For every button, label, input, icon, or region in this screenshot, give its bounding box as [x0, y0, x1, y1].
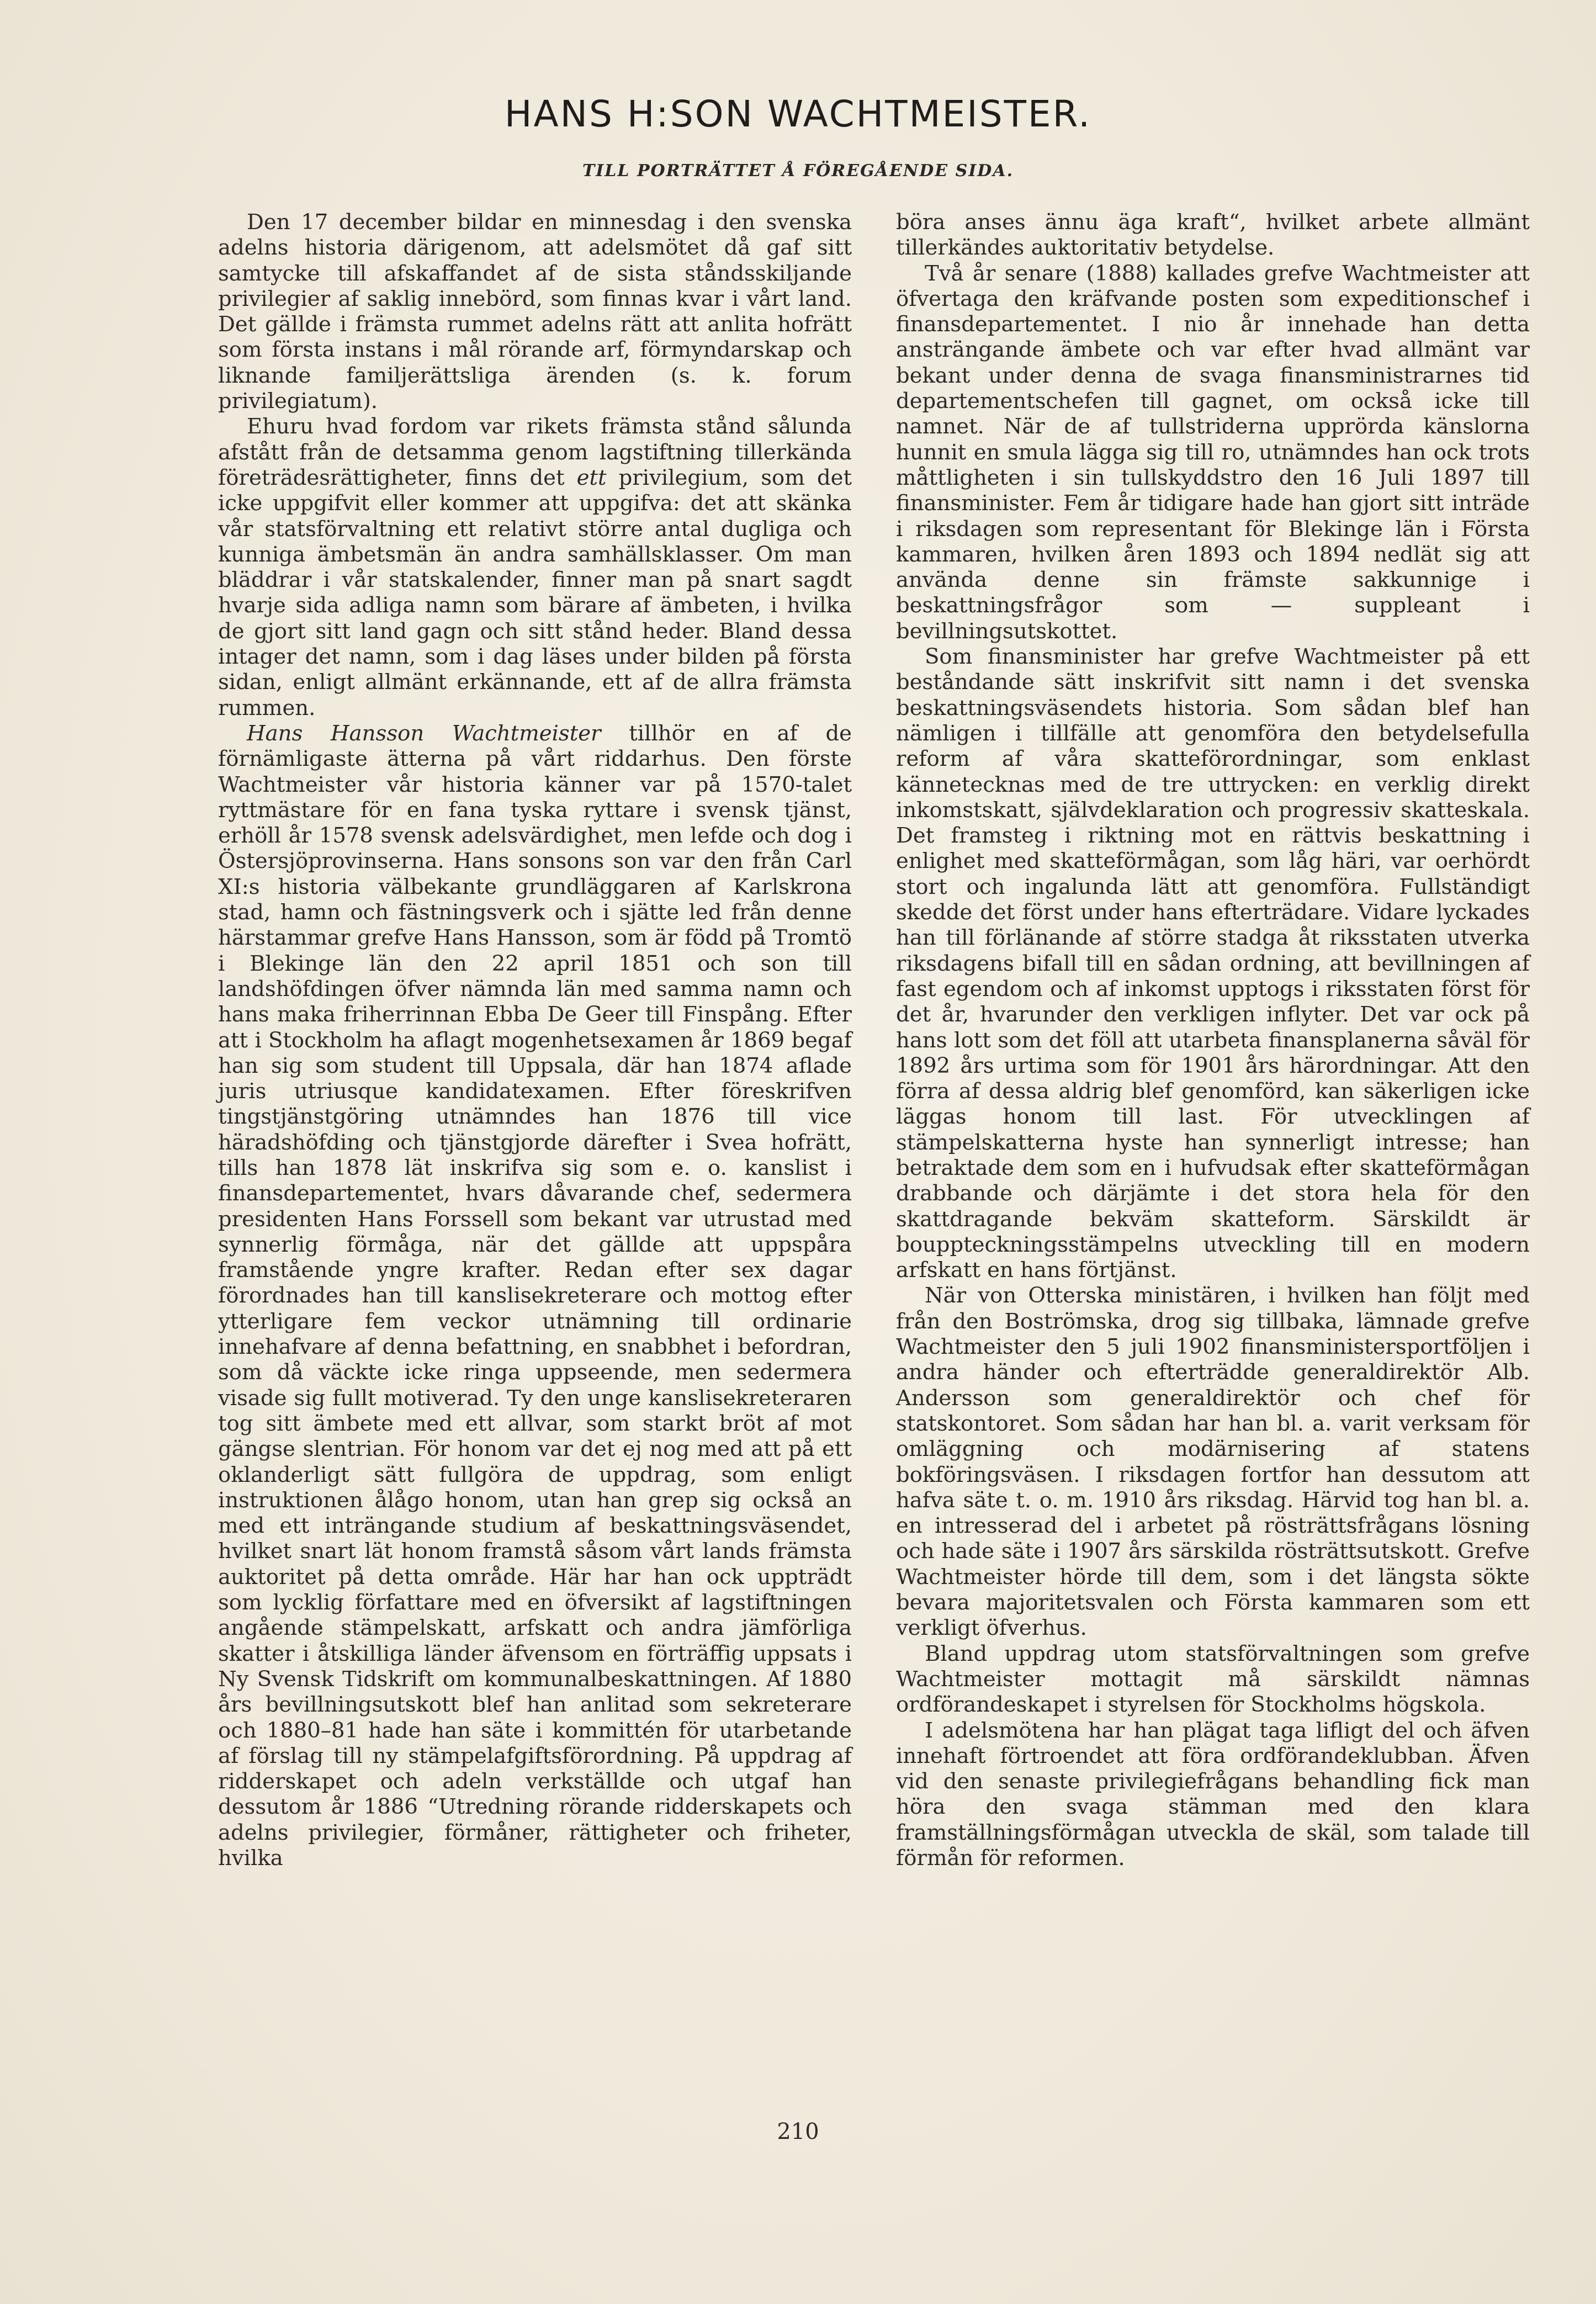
emphasis-text: ett [576, 465, 607, 490]
paragraph: Som finansminister har grefve Wachtmeister på ett beståndande sätt inskrifvit sitt namn i det svenska beskattningsväsendets historia. Som sådan blef han nämligen i tillfälle att genomföra den betydelsefulla reform af våra skatteförordningar, som enklast kännetecknas med de tre uttrycken: en verklig direkt inkomstskatt, självdeklaration och progressiv skatteskala. Det framsteg i riktning mot en rättvis beskattning i enlighet med skatteförmågan, som låg häri, var oerhördt stort och ingalunda lätt att genomföra. Fullständigt skedde det först under hans efterträdare. Vidare lyckades han till förlänande af större stadga åt riksstaten utverka riksdagens bifall till en sådan ordning, att bevillningen af fast egendom och af inkomst upptogs i riksstaten först för det år, hvarunder den verkligen inflyter. Det var ock på hans lott som det föll att utarbeta finansplanerna såväl för 1892 års urtima som för 1901 års härordningar. Att den förra af dessa aldrig blef genomförd, kan säkerligen icke läggas honom till last. För utvecklingen af stämpelskatterna hyste han synnerligt intresse; han betraktade dem som en i hufvudsak efter skatteförmågan drabbande och därjämte i det stora hela för den skattdragande bekväm skatteform. Särskildt är bouppteckningsstämpelns utveckling till en modern arfskatt en hans förtjänst. [896, 644, 1530, 1283]
paragraph-text: privilegium, som det icke uppgifvit eller kommer att uppgifva: det att skänka vår statsförvaltning ett relativt större antal dugliga och kunniga ämbetsmän än andra samhällsklasser. Om man bläddrar i vår statskalender, finner man på snart sagdt hvarje sida adliga namn som bärare af ämbeten, i hvilka de gjort sitt land gagn och sitt stånd heder. Bland dessa intager det namn, som i dag läses under bilden på första sidan, enligt allmänt erkännande, ett af de allra främsta rummen. [218, 465, 852, 721]
paragraph: Två år senare (1888) kallades grefve Wachtmeister att öfvertaga den kräfvande posten som expeditionschef i finansdepartementet. I nio år innehade han detta ansträngande ämbete och var efter hvad allmänt var bekant under denna de svaga finansministrarnes tid departementschefen till gagnet, om också icke till namnet. När de af tullstriderna upprörda känslorna hunnit en smula lägga sig till ro, utnämndes han ock trots måttligheten i sin tullskyddstro den 16 Juli 1897 till finansminister. Fem år tidigare hade han gjort sitt inträde i riksdagen som representant för Blekinge län i Första kammaren, hvilken åren 1893 och 1894 nedlät sig att använda denne sin främste sakkunnige i beskattningsfrågor som — suppleant i bevillningsutskottet. [896, 261, 1530, 644]
article-title: HANS H:SON WACHTMEISTER. [504, 93, 1092, 135]
right-column [896, 210, 1530, 1871]
paragraph: I adelsmötena har han plägat taga lifligt del och äfven innehaft förtroendet att föra ordförandeklubban. Äfven vid den senaste privilegiefrågans behandling fick man höra den svaga stämman med den klara framställningsförmågan utveckla de skäl, som talade till förmån för reformen. [896, 1718, 1530, 1871]
paragraph: Bland uppdrag utom statsförvaltningen som grefve Wachtmeister mottagit må särskildt nämnas ordförandeskapet i styrelsen för Stockholms högskola. [896, 1641, 1530, 1718]
emphasis-name: Hans Hansson Wachtmeister [247, 721, 601, 746]
article-subtitle: TILL PORTRÄTTET Å FÖREGÅENDE SIDA. [582, 161, 1014, 181]
paragraph-text: tillhör en af de förnämligaste ätterna på vårt riddarhus. Den förste Wachtmeister vår historia känner var på 1570-talet ryttmästare för en fana tyska ryttare i svensk tjänst, erhöll år 1578 svensk adelsvärdighet, men lefde och dog i Östersjöprovinserna. Hans sonsons son var den från Carl XI:s historia välbekante grundläggaren af Karlskrona stad, hamn och fästningsverk och i sjätte led från denne härstammar grefve Hans Hansson, som är född på Tromtö i Blekinge län den 22 april 1851 och son till landshöfdingen öfver nämnda län med samma namn och hans maka friherrinnan Ebba De Geer till Finspång. Efter att i Stockholm ha aflagt mogenhetsexamen år 1869 begaf han sig som student till Uppsala, där han 1874 aflade juris utriusque kandidatexamen. Efter föreskrifven tingstjänstgöring utnämndes han 1876 till vice häradshöfding och tjänstgjorde därefter i Svea hofrätt, tills han 1878 lät inskrifva sig som e. o. kanslist i finansdepartementet, hvars dåvarande chef, sedermera presidenten Hans Forssell som bekant var utrustad med synnerlig förmåga, när det gällde att uppspåra framstående yngre krafter. Redan efter sex dagar förordnades han till kanslisekreterare och mottog efter ytterligare fem veckor utnämning till ordinarie innehafvare af denna befattning, en snabbhet i befordran, som då väckte icke ringa uppseende, men sedermera visade sig fullt motiverad. Ty den unge kanslisekreteraren tog sitt ämbete med ett allvar, som starkt bröt af mot gängse slentrian. För honom var det ej nog med att på ett oklanderligt sätt fullgöra de uppdrag, som enligt instruktionen ålågo honom, utan han grep sig också an med ett inträngande studium af beskattningsväsendet, hvilket snart lät honom framstå såsom vårt lands främsta auktoritet på detta område. Här har han ock uppträdt som lycklig författare med en öfversikt af lagstiftningen angående stämpelskatt, arfskatt och andra jämförliga skatter i åtskilliga länder äfvensom en förträffig uppsats i Ny Svensk Tidskrift om kommunalbeskattningen. Af 1880 års bevillningsutskott blef han anlitad som sekreterare och 1880–81 hade han säte i kommittén för utarbetande af förslag till ny stämpelafgiftsförordning. På uppdrag af ridderskapet och adeln verkställde och utgaf han dessutom år 1886 “Utredning rörande ridderskapets och adelns privilegier, förmåner, rättigheter och friheter, hvilka [218, 721, 852, 1871]
paragraph [218, 721, 852, 1871]
paragraph-text: Ehuru hvad fordom var rikets främsta stånd sålunda afstått från de detsamma genom lagstiftning tillerkända företrädesrättigheter, finns det [218, 414, 852, 490]
paragraph: Den 17 december bildar en minnesdag i den svenska adelns historia därigenom, att adelsmötet då gaf sitt samtycke till afskaffandet af de sista ståndsskiljande privilegier af saklig innebörd, som finnas kvar i vårt land. Det gällde i främsta rummet adelns rätt att anlita hofrätt som första instans i mål rörande arf, förmyndarskap och liknande familjerättsliga ärenden (s. k. forum privilegiatum). [218, 210, 852, 414]
paragraph: När von Otterska ministären, i hvilken han följt med från den Boströmska, drog sig tillbaka, lämnade grefve Wachtmeister den 5 juli 1902 finansministersportföljen i andra händer och efterträdde generaldirektör Alb. Andersson som generaldirektör och chef för statskontoret. Som sådan har han bl. a. varit verksam för omläggning och modärnisering af statens bokföringsväsen. I riksdagen fortfor han dessutom att hafva säte t. o. m. 1910 års riksdag. Härvid tog han bl. a. en intresserad del i arbetet på rösträttsfrågans lösning och hade säte i 1907 års särskilda rösträttsutskott. Grefve Wachtmeister hörde till dem, som i det längsta sökte bevara majoritetsvalen och Första kammaren som ett verkligt öfverhus. [896, 1283, 1530, 1641]
paragraph [218, 414, 852, 721]
left-column [218, 210, 852, 1871]
page-number: 210 [777, 2119, 819, 2144]
paragraph: böra anses ännu äga kraft“, hvilket arbete allmänt tillerkändes auktoritativ betydelse. [896, 210, 1530, 261]
